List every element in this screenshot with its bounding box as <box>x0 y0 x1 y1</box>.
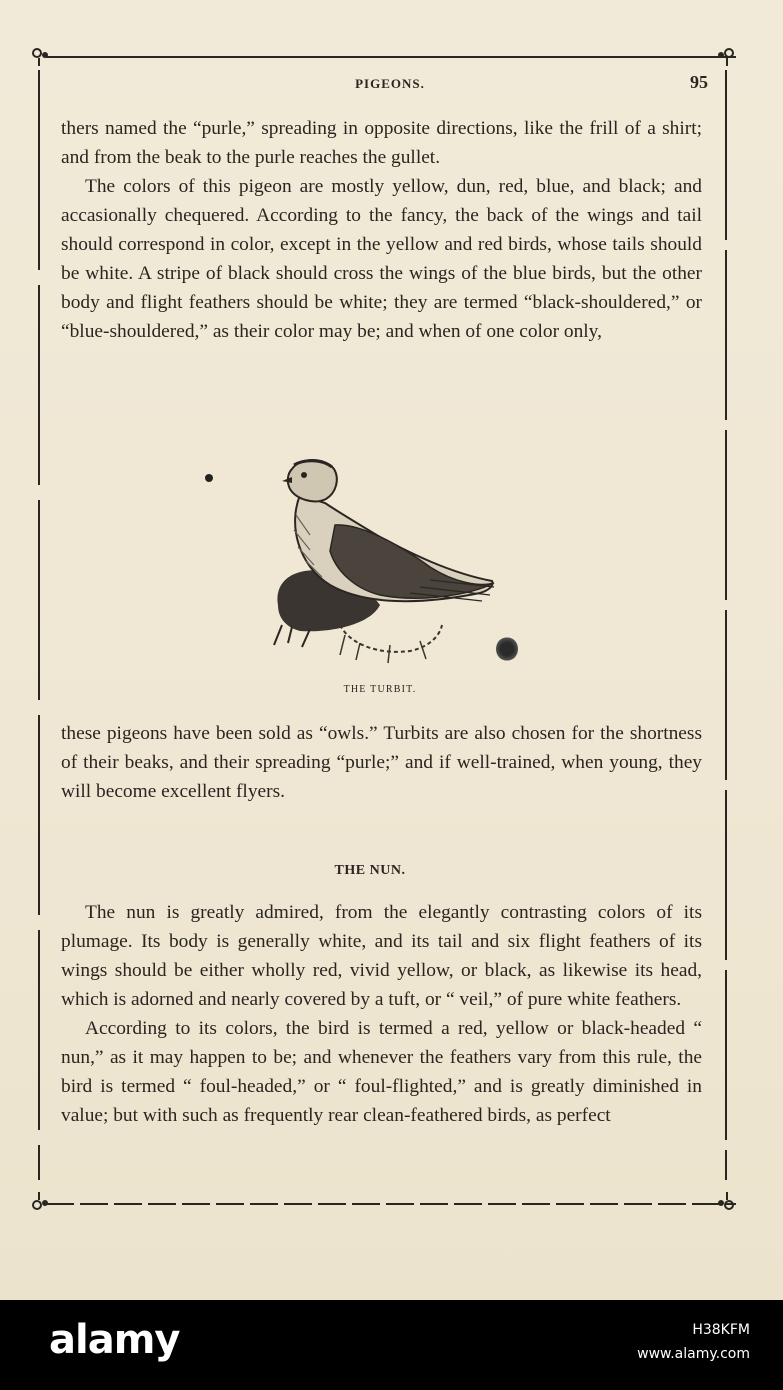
right-border-rule <box>725 70 727 1180</box>
figure-caption: THE TURBIT. <box>343 684 417 695</box>
text-block-middle <box>61 719 702 806</box>
corner-fleuron-icon <box>30 1190 52 1212</box>
paragraph-nun-2: According to its colors, the bird is termed a red, yellow or black-headed “ nun,” as it may happen to be; and whenever the feathers vary from this rule, the bird is termed “ foul-headed,” or “ foul-flighted,” and is greatly diminished in value; but with such as frequently rear clean-feathered birds, as perfect <box>61 1018 702 1126</box>
ink-spot <box>205 474 213 482</box>
corner-fleuron-icon <box>714 1190 736 1212</box>
paragraph-nun-1: The nun is greatly admired, from the elegantly contrasting colors of its plumage. Its body is generally white, and its tail and six flight feathers of its wings should be either wholly red, vivid yellow, or black, as likewise its head, which is adorned and nearly covered by a tuft, or “ veil,” of pure white feathers. <box>61 902 702 1010</box>
footer-url: www.alamy.com <box>637 1346 750 1362</box>
page-number: 95 <box>690 72 708 92</box>
left-border-rule <box>38 70 40 1180</box>
section-heading: THE NUN. <box>334 863 406 878</box>
corner-fleuron-icon <box>30 46 52 68</box>
corner-fleuron-icon <box>714 46 736 68</box>
stock-logo: alamy <box>49 1317 180 1363</box>
top-border-rule <box>46 56 736 58</box>
turbit-pigeon-illustration <box>270 455 500 675</box>
paragraph-after-figure: these pigeons have been sold as “owls.” Turbits are also chosen for the shortness of their beaks, and their spreading “purle;” and if well-trained, when young, they will become excellent flyers. <box>61 723 702 802</box>
image-id: H38KFM <box>692 1322 750 1338</box>
paragraph-colors: The colors of this pigeon are mostly yellow, dun, red, blue, and black; and accasionally chequered. According to the fancy, the back of the wings and tail should correspond in color, except in the yellow and red birds, whose tails should be white. A stripe of black should cross the wings of the blue birds, but the other body and flight feathers should be white; they are termed “black-shouldered,” or “blue-shouldered,” as their color may be; and when of one color only, <box>61 176 702 342</box>
running-head: PIGEONS. <box>355 76 425 91</box>
paragraph-continuation: thers named the “purle,” spreading in opposite directions, like the frill of a shirt; and from the beak to the purle reaches the gullet. <box>61 118 702 168</box>
bottom-border-rule <box>46 1203 736 1205</box>
text-block-bottom <box>61 898 702 1130</box>
text-block-top <box>61 114 702 346</box>
